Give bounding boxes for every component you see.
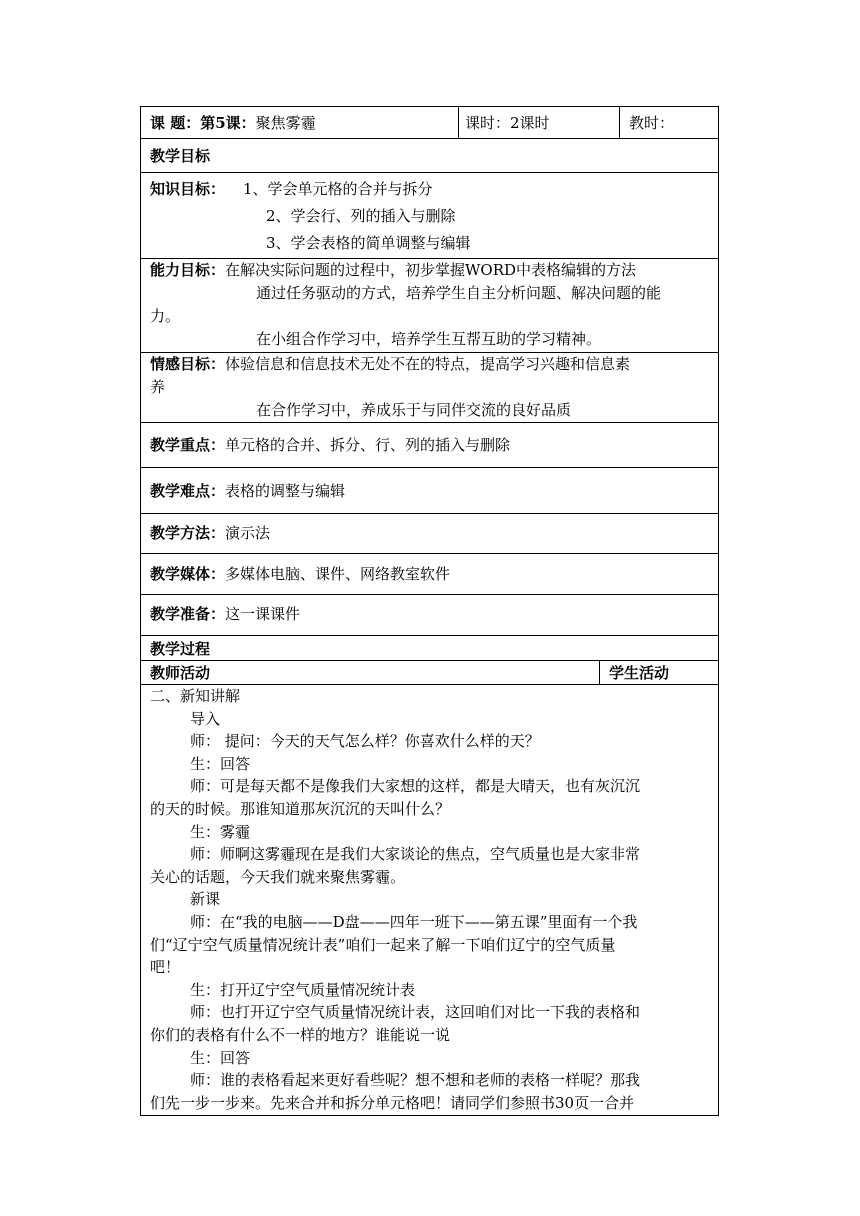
difficulty-row <box>140 468 719 514</box>
process-line: 师：谁的表格看起来更好看些呢？想不想和老师的表格一样呢？那我 <box>190 1071 641 1090</box>
teach-time-cell <box>620 107 718 138</box>
process-line: 师：师啊这雾霾现在是我们大家谈论的焦点，空气质量也是大家非常 <box>190 845 641 864</box>
emotion-line-2: 养 <box>150 378 166 396</box>
ability-line-4: 在小组合作学习中，培养学生互帮互助的学习精神。 <box>256 330 602 348</box>
knowledge-item-1: 1、学会单元格的合并与拆分 <box>243 180 433 198</box>
knowledge-goals-row <box>140 173 719 259</box>
process-line: 们先一步一步来。先来合并和拆分单元格吧！请同学们参照书30页一合并 <box>150 1093 635 1112</box>
process-body <box>140 685 719 1116</box>
lesson-number: 第5课： <box>200 114 256 132</box>
difficulty-label: 教学难点： <box>150 482 226 500</box>
knowledge-label: 知识目标： <box>150 180 226 198</box>
media-label: 教学媒体： <box>150 565 226 583</box>
process-line: 们“辽宁空气质量情况统计表”咱们一起来了解一下咱们辽宁的空气质量 <box>150 935 616 954</box>
goals-heading-row <box>140 139 719 173</box>
topic-cell <box>141 107 459 138</box>
ability-label: 能力目标： <box>150 261 226 279</box>
process-line: 生：打开辽宁空气质量情况统计表 <box>190 980 416 999</box>
method-text: 演示法 <box>225 524 271 542</box>
knowledge-item-3: 3、学会表格的简单调整与编辑 <box>266 234 471 252</box>
process-heading-row <box>140 636 719 661</box>
hours-label: 课时： <box>465 114 511 132</box>
teacher-activity-header: 教师活动 <box>141 661 600 684</box>
process-line: 的天的时候。那谁知道那灰沉沉的天叫什么？ <box>150 799 451 818</box>
emotion-label: 情感目标： <box>150 355 226 373</box>
process-line: 关心的话题，今天我们就来聚焦雾霾。 <box>150 867 406 886</box>
prep-label: 教学准备： <box>150 605 226 623</box>
ability-goals-row <box>140 259 719 353</box>
process-line: 师：在“我的电脑——D盘——四年一班下——第五课”里面有一个我 <box>190 912 638 931</box>
process-line: 生：回答 <box>190 754 251 773</box>
hours-value: 2课时 <box>510 114 550 132</box>
header-row <box>140 106 719 139</box>
method-label: 教学方法： <box>150 524 226 542</box>
goals-heading: 教学目标 <box>150 147 211 165</box>
emotion-goals-row <box>140 353 719 423</box>
process-line: 师： 提问：今天的天气怎么样？你喜欢什么样的天？ <box>190 732 540 751</box>
process-line: 你们的表格有什么不一样的地方？谁能说一说 <box>150 1025 451 1044</box>
emotion-line-3: 在合作学习中，养成乐于与同伴交流的良好品质 <box>256 401 572 419</box>
emotion-line-1: 体验信息和信息技术无处不在的特点，提高学习兴趣和信息素 <box>225 355 631 373</box>
ability-line-3: 力。 <box>150 307 181 325</box>
ability-line-1: 在解决实际问题的过程中，初步掌握WORD中表格编辑的方法 <box>225 261 637 279</box>
key-points-text: 单元格的合并、拆分、行、列的插入与删除 <box>225 436 511 454</box>
teach-time-label: 教时： <box>629 114 675 132</box>
media-text: 多媒体电脑、课件、网络教室软件 <box>225 565 451 583</box>
hours-cell <box>459 107 620 138</box>
knowledge-item-2: 2、学会行、列的插入与删除 <box>266 207 456 225</box>
process-line: 吧！ <box>150 958 181 977</box>
process-line: 新课 <box>190 890 221 909</box>
activity-header-row <box>140 661 719 685</box>
difficulty-text: 表格的调整与编辑 <box>225 482 346 500</box>
prep-row <box>140 595 719 636</box>
process-line: 生：回答 <box>190 1048 251 1067</box>
media-row <box>140 554 719 595</box>
ability-line-2: 通过任务驱动的方式，培养学生自主分析问题、解决问题的能 <box>256 284 662 302</box>
process-line: 师：也打开辽宁空气质量情况统计表，这回咱们对比一下我的表格和 <box>190 1003 641 1022</box>
lesson-plan-table <box>140 106 719 1116</box>
student-activity-header: 学生活动 <box>609 664 670 682</box>
process-line: 师：可是每天都不是像我们大家想的这样，都是大晴天，也有灰沉沉 <box>190 777 641 796</box>
key-points-label: 教学重点： <box>150 436 226 454</box>
method-row <box>140 514 719 554</box>
process-line: 导入 <box>190 709 221 728</box>
process-line: 生：雾霾 <box>190 822 251 841</box>
key-points-row <box>140 423 719 468</box>
process-heading: 教学过程 <box>150 640 211 658</box>
process-line: 二、新知讲解 <box>150 687 241 705</box>
prep-text: 这一课课件 <box>225 605 301 623</box>
topic-title: 聚焦雾霾 <box>255 114 316 132</box>
topic-label: 课 题： <box>150 114 201 132</box>
